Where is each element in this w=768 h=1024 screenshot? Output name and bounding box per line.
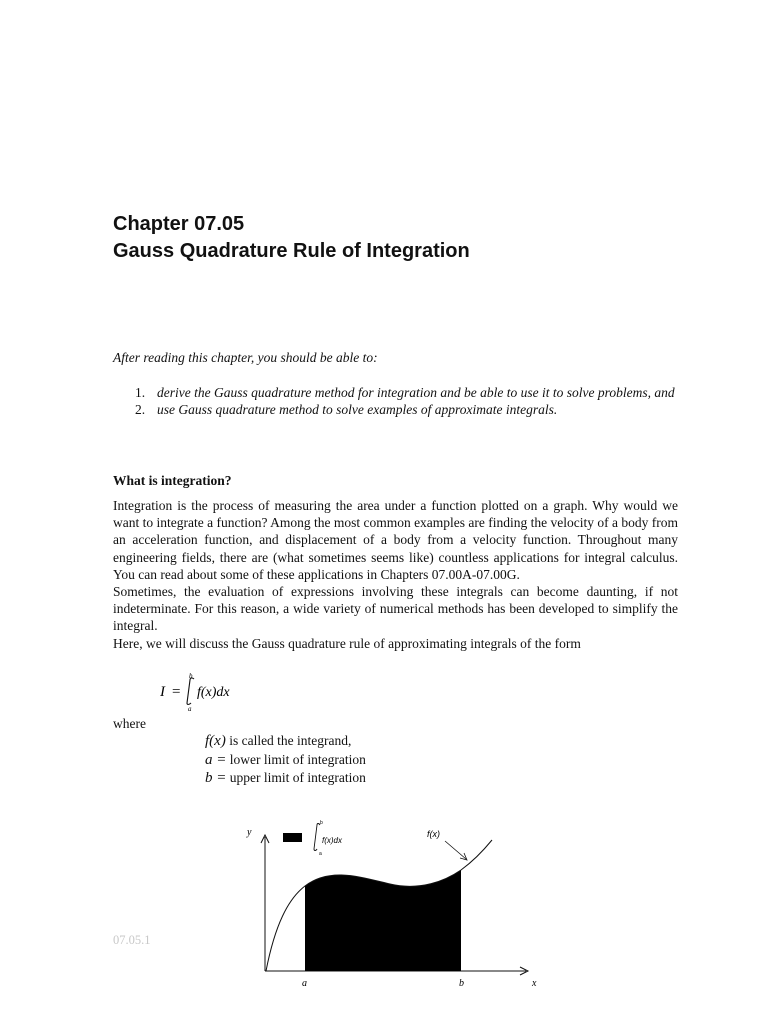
formula-upper-limit: b	[189, 672, 193, 680]
chapter-number: Chapter 07.05	[113, 213, 245, 235]
definition-text: upper limit of integration	[229, 770, 366, 785]
curve-label: f(x)	[427, 829, 440, 839]
legend-swatch	[283, 833, 302, 842]
formula-lhs: I	[160, 684, 165, 700]
paragraph: Here, we will discuss the Gauss quadrature rule of approximating integrals of the form	[113, 635, 581, 651]
objective-number: 1.	[135, 385, 146, 400]
curve-label-pointer	[445, 841, 466, 859]
paragraph: Integration is the process of measuring the area under a function plotted on a graph. Why would we want to integrate a function? Among the most common examples are finding the velocity of a body from an acceleration function, and displacement of a body from a velocity function. Throughout many engineering fields, there are (what sometimes seems like) countless applications for integral calculus. You can read about some of these applications in Chapters 07.00A-07.00G.	[113, 498, 678, 582]
legend-integral-icon	[314, 824, 320, 851]
objective-item	[113, 401, 678, 418]
objectives-list	[113, 384, 678, 418]
definition-row	[205, 732, 366, 751]
where-label: where	[113, 716, 146, 731]
legend-upper-limit: b	[320, 820, 323, 826]
shaded-area	[305, 870, 461, 971]
page-number: 07.05.1	[113, 933, 151, 947]
a-label: a	[302, 978, 307, 989]
integral-sign-icon	[187, 678, 194, 705]
definition-text: lower limit of integration	[229, 751, 366, 767]
definition-row	[205, 751, 366, 770]
objectives-intro: After reading this chapter, you should be able to:	[113, 350, 378, 365]
definition-symbol: f(x)	[205, 733, 226, 749]
formula-integrand: f(x)dx	[197, 685, 230, 700]
chapter-title: Gauss Quadrature Rule of Integration	[113, 240, 470, 262]
legend-lower-limit: a	[319, 851, 322, 857]
definitions	[205, 732, 366, 788]
chapter-heading	[113, 211, 470, 265]
formula-equals: =	[172, 684, 181, 700]
integral-area-figure	[240, 815, 550, 995]
b-label: b	[459, 978, 464, 989]
definition-symbol: b =	[205, 770, 227, 786]
x-axis-label: x	[532, 978, 537, 989]
definition-text: is called the integrand,	[229, 733, 352, 748]
definition-symbol: a =	[205, 751, 227, 768]
objective-item	[113, 384, 678, 401]
paragraph: Sometimes, the evaluation of expressions involving these integrals can become daunting, if not indeterminate. For this reason, a wide variety of numerical methods has been developed to simplify the integral.	[113, 584, 678, 634]
definition-row	[205, 769, 366, 788]
legend-integrand: f(x)dx	[322, 836, 342, 845]
objective-number: 2.	[135, 402, 146, 417]
formula-lower-limit: a	[188, 705, 192, 712]
objective-text: use Gauss quadrature method to solve examples of approximate integrals.	[157, 402, 558, 417]
objective-text: derive the Gauss quadrature method for integration and be able to use it to solve problems, and	[157, 385, 675, 400]
body-text	[113, 497, 678, 652]
integral-formula	[160, 672, 280, 712]
y-axis-label: y	[247, 827, 252, 838]
section-heading: What is integration?	[113, 473, 232, 488]
